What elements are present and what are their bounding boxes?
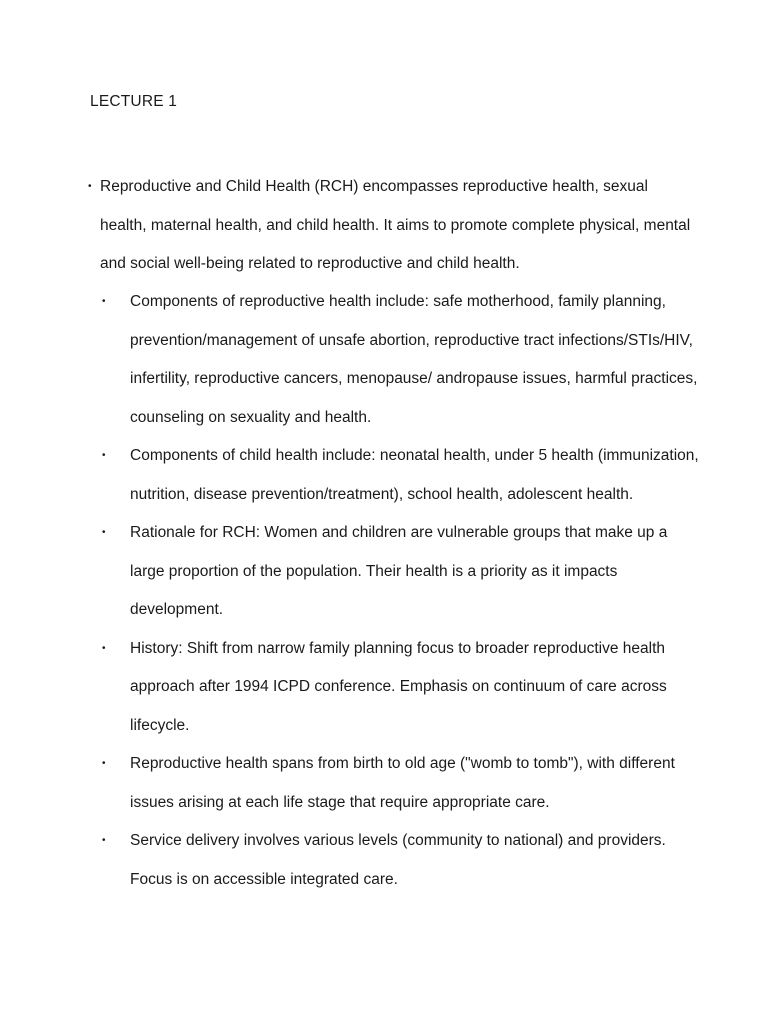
list-item: [100, 630, 700, 746]
bullet-icon: •: [102, 450, 106, 461]
bullet-icon: •: [102, 835, 106, 846]
list-item: [100, 745, 700, 822]
list-item-text: Components of child health include: neonatal health, under 5 health (immunization, nutrition, disease prevention/treatment), school health, adolescent health.: [130, 447, 699, 503]
bullet-icon: •: [88, 181, 92, 192]
list-item-text: Reproductive health spans from birth to old age ("womb to tomb"), with different issues arising at each life stage that require appropriate care.: [130, 755, 675, 811]
list-item-text: Components of reproductive health include: safe motherhood, family planning, prevention/management of unsafe abortion, reproductive tract infections/STIs/HIV, infertility, reproductive cancers, menopause/ andropause issues, harmful practices, counseling on sexuality and health.: [130, 293, 698, 426]
list-item: [100, 283, 700, 437]
bullet-icon: •: [102, 527, 106, 538]
list-item: [100, 822, 700, 899]
list-item: [100, 514, 700, 630]
list-item-main: [88, 168, 698, 284]
list-item-text: History: Shift from narrow family planning focus to broader reproductive health approach after 1994 ICPD conference. Emphasis on continuum of care across lifecycle.: [130, 639, 667, 734]
list-item-text: Rationale for RCH: Women and children are vulnerable groups that make up a large proportion of the population. Their health is a priority as it impacts development.: [130, 524, 668, 618]
page-title: LECTURE 1: [90, 93, 178, 110]
list-item: [100, 437, 700, 514]
sub-bullet-list: [100, 283, 700, 899]
bullet-icon: •: [102, 758, 106, 769]
bullet-icon: •: [102, 642, 106, 654]
list-item-text: Reproductive and Child Health (RCH) encompasses reproductive health, sexual health, maternal health, and child health. It aims to promote complete physical, mental and social well-being related to reproductive and child health.: [100, 178, 691, 272]
bullet-icon: •: [102, 296, 106, 307]
list-item-text: Service delivery involves various levels (community to national) and providers. Focus is on accessible integrated care.: [130, 832, 666, 888]
